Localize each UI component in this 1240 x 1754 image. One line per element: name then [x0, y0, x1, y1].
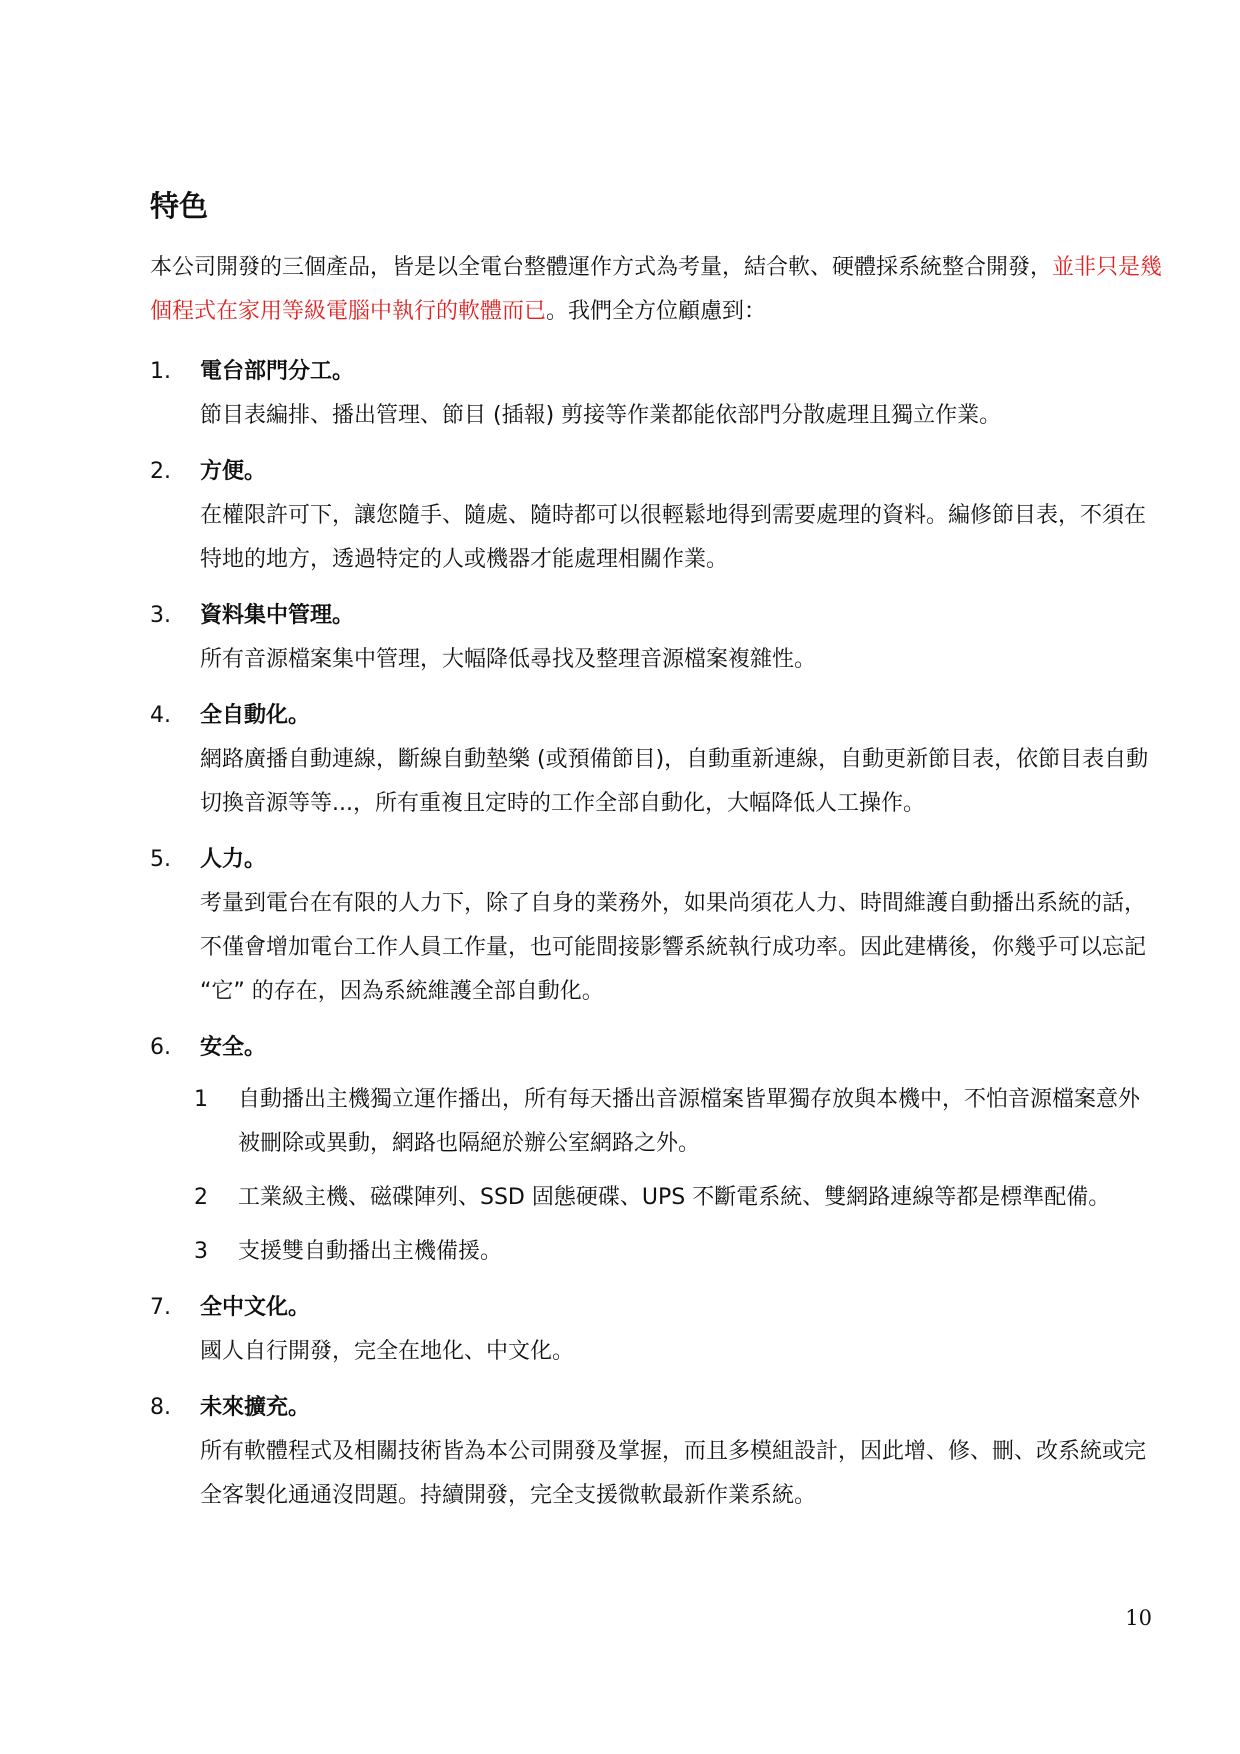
security-subitem-2 [150, 1176, 1170, 1220]
feature-body: 所有軟體程式及相關技術皆為本公司開發及掌握，而且多模組設計，因此增、修、刪、改系統或完全客製化通通沒問題。持續開發，完全支援微軟最新作業系統。 [200, 1439, 1147, 1508]
feature-body: 所有音源檔案集中管理，大幅降低尋找及整理音源檔案複雜性。 [200, 647, 817, 672]
feature-body: 國人自行開發，完全在地化、中文化。 [200, 1339, 575, 1364]
subitem-number: 2 [194, 1185, 208, 1210]
security-subitem-1 [150, 1078, 1170, 1166]
feature-item-5 [150, 838, 1170, 1014]
feature-item-6 [150, 1026, 1170, 1274]
subitem-number: 1 [194, 1087, 208, 1112]
security-subitem-3 [150, 1230, 1170, 1274]
subitem-number: 3 [194, 1239, 208, 1264]
section-heading: 特色 [150, 189, 209, 223]
feature-title: 人力。 [200, 847, 267, 872]
intro-highlight: 並非只是幾個程式在家用等級電腦中執行的軟體而已 [150, 255, 1163, 324]
feature-number: 2. [150, 459, 171, 484]
feature-item-7 [150, 1286, 1170, 1374]
feature-item-2 [150, 450, 1170, 582]
feature-title: 全中文化。 [200, 1295, 311, 1320]
feature-title: 方便。 [200, 459, 267, 484]
subitem-text: 自動播出主機獨立運作播出，所有每天播出音源檔案皆單獨存放與本機中，不怕音源檔案意外被刪除或異動，網路也隔絕於辦公室網路之外。 [238, 1087, 1141, 1156]
feature-item-3 [150, 594, 1170, 682]
intro-paragraph [150, 246, 1170, 334]
feature-body: 網路廣播自動連線，斷線自動墊樂 (或預備節目)，自動重新連線，自動更新節目表，依節目表自動切換音源等等...，所有重複且定時的工作全部自動化，大幅降低人工操作。 [200, 747, 1149, 816]
feature-body: 在權限許可下，讓您隨手、隨處、隨時都可以很輕鬆地得到需要處理的資料。編修節目表，不須在特地的地方，透過特定的人或機器才能處理相關作業。 [200, 503, 1147, 572]
subitem-text: 工業級主機、磁碟陣列、SSD 固態硬碟、UPS 不斷電系統、雙網路連線等都是標準配備。 [238, 1185, 1111, 1210]
feature-title: 未來擴充。 [200, 1395, 311, 1420]
feature-body: 考量到電台在有限的人力下，除了自身的業務外，如果尚須花人力、時間維護自動播出系統的話，不僅會增加電台工作人員工作量，也可能間接影響系統執行成功率。因此建構後，你幾乎可以忘記 “它” 的存在，因為系統維護全部自動化。 [200, 891, 1147, 1004]
feature-item-1 [150, 350, 1170, 438]
feature-item-4 [150, 694, 1170, 826]
feature-title: 資料集中管理。 [200, 603, 355, 628]
feature-number: 6. [150, 1035, 171, 1060]
feature-number: 7. [150, 1295, 171, 1320]
document-page [150, 186, 1170, 1530]
intro-text-start: 本公司開發的三個產品，皆是以全電台整體運作方式為考量，結合軟、硬體採系統整合開發， [150, 255, 1053, 280]
feature-title: 電台部門分工。 [200, 359, 355, 384]
feature-number: 4. [150, 703, 171, 728]
feature-title: 全自動化。 [200, 703, 311, 728]
feature-number: 5. [150, 847, 171, 872]
feature-title: 安全。 [200, 1035, 267, 1060]
feature-number: 1. [150, 359, 171, 384]
feature-number: 8. [150, 1395, 171, 1420]
subitem-text: 支援雙自動播出主機備援。 [238, 1239, 503, 1264]
feature-body: 節目表編排、播出管理、節目 (插報) 剪接等作業都能依部門分散處理且獨立作業。 [200, 403, 1002, 428]
intro-text-end: 。我們全方位顧慮到： [546, 299, 767, 324]
page-number: 10 [1125, 1606, 1152, 1630]
feature-item-8 [150, 1386, 1170, 1518]
feature-number: 3. [150, 603, 171, 628]
